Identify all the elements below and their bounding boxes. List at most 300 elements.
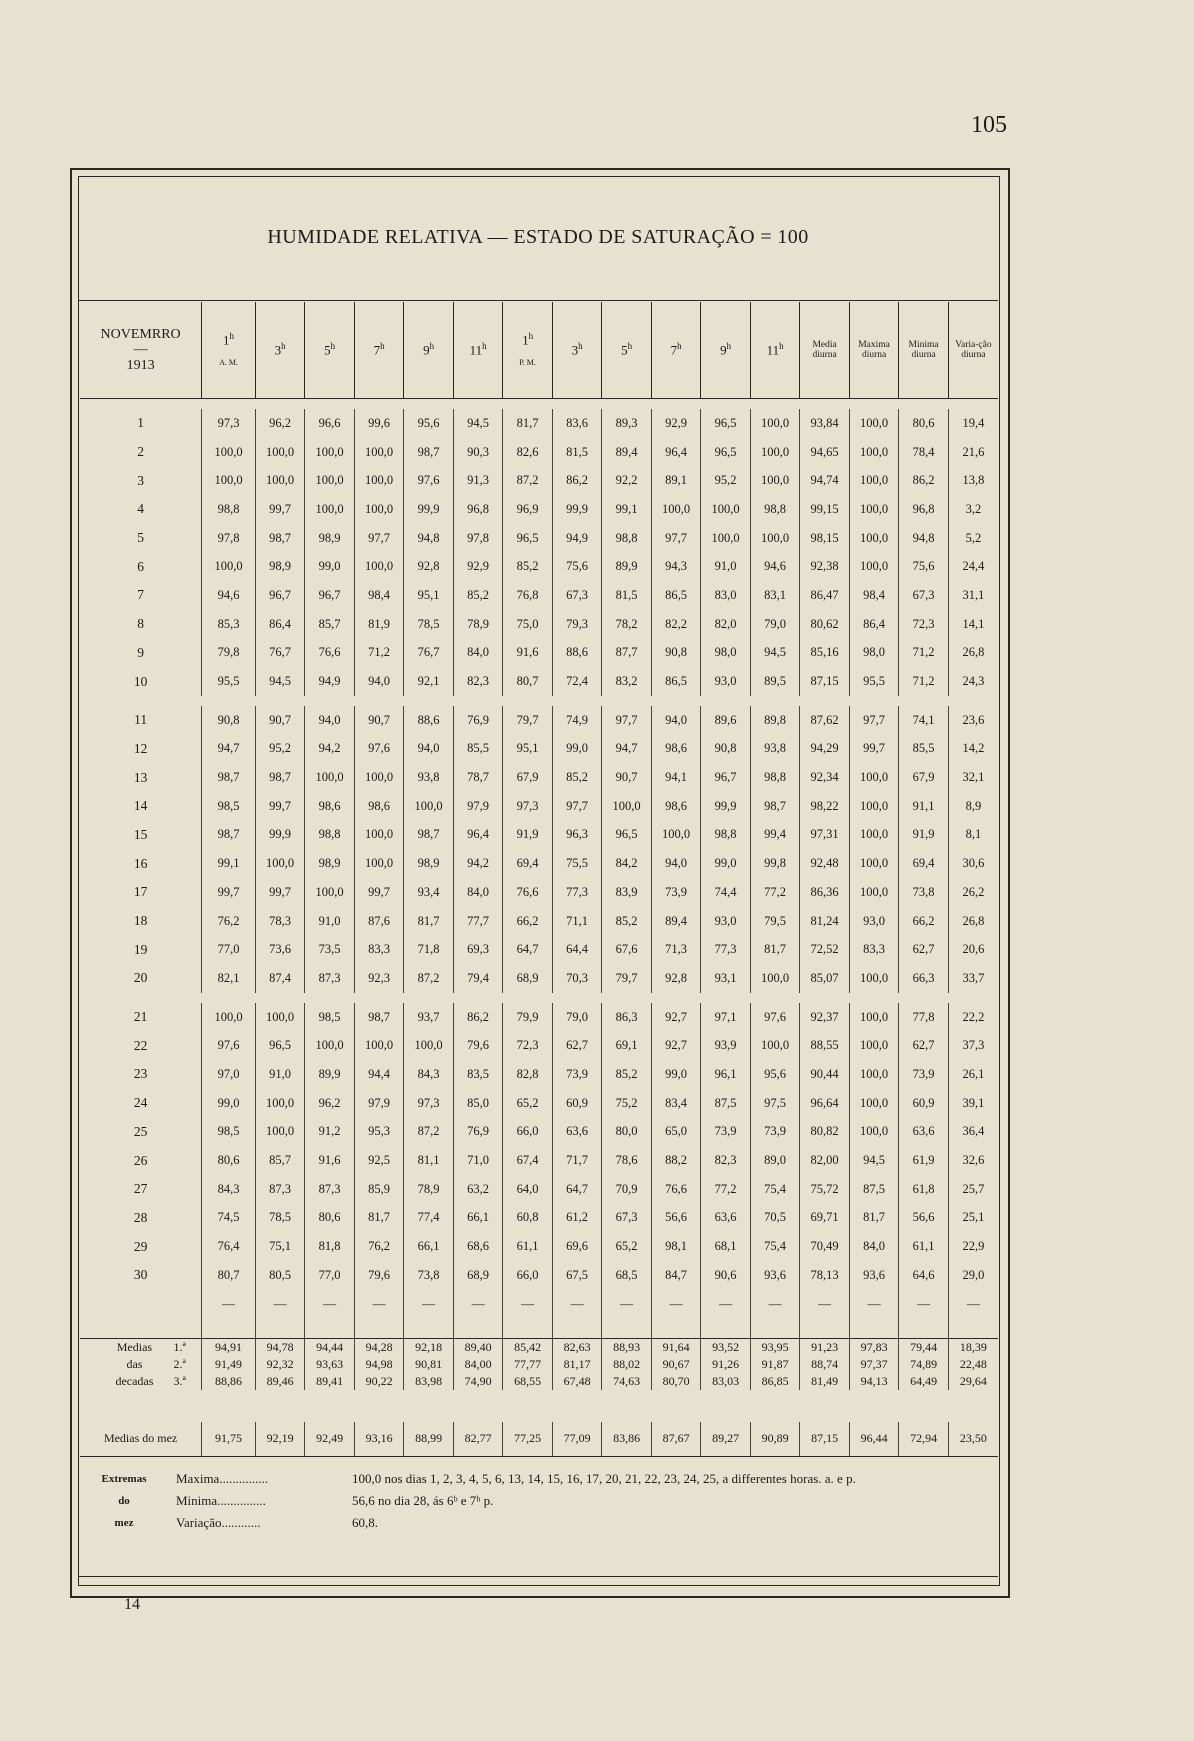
dash-row <box>80 1290 998 1318</box>
value-cell: 100,0 <box>849 495 899 524</box>
value-cell: 95,5 <box>202 667 256 696</box>
value-cell: 94,5 <box>255 667 305 696</box>
value-cell: 93,1 <box>701 964 751 993</box>
value-cell: 96,4 <box>651 438 701 467</box>
value-cell: 80,62 <box>800 610 850 639</box>
value-cell: 72,52 <box>800 935 850 964</box>
decade-value: 91,87 <box>750 1356 800 1373</box>
value-cell: 100,0 <box>651 495 701 524</box>
value-cell: 56,6 <box>899 1204 949 1233</box>
value-cell: 66,2 <box>899 907 949 936</box>
dash-cell: — <box>552 1290 602 1318</box>
value-cell: 73,9 <box>899 1060 949 1089</box>
value-cell: 96,9 <box>503 495 553 524</box>
value-cell: 75,72 <box>800 1175 850 1204</box>
rule-cell <box>651 1318 701 1339</box>
value-cell: 98,0 <box>849 639 899 668</box>
value-cell: 83,0 <box>701 581 751 610</box>
value-cell: 92,5 <box>354 1146 404 1175</box>
decade-row <box>80 1356 998 1373</box>
sheet-number: 14 <box>124 1596 140 1613</box>
decade-value: 82,63 <box>552 1338 602 1356</box>
value-cell: 98,7 <box>255 763 305 792</box>
value-cell: 75,4 <box>750 1175 800 1204</box>
spacer-cell <box>80 993 998 1003</box>
value-cell: 96,3 <box>552 821 602 850</box>
value-cell: 60,8 <box>503 1204 553 1233</box>
value-cell: 97,6 <box>750 1003 800 1032</box>
value-cell: 100,0 <box>849 849 899 878</box>
dash-cell: — <box>651 1290 701 1318</box>
value-cell: 75,5 <box>552 849 602 878</box>
decade-value: 93,63 <box>305 1356 355 1373</box>
decade-value: 89,41 <box>305 1373 355 1390</box>
day-label: 12 <box>133 740 148 756</box>
value-cell: 66,3 <box>899 964 949 993</box>
value-cell: 97,7 <box>552 792 602 821</box>
value-cell: 85,2 <box>602 907 652 936</box>
value-cell: 29,0 <box>948 1261 998 1290</box>
value-cell: 96,5 <box>503 524 553 553</box>
value-cell: 32,6 <box>948 1146 998 1175</box>
extremes-label-word: Extremas <box>101 1473 147 1485</box>
day-row <box>80 792 998 821</box>
value-cell: 79,4 <box>453 964 503 993</box>
value-cell: 97,6 <box>354 735 404 764</box>
decade-value: 88,02 <box>602 1356 652 1373</box>
day-label: 26 <box>133 1152 148 1168</box>
maxima-diurna-header: Maxima diurna <box>849 302 899 399</box>
dash-cell: — <box>453 1290 503 1318</box>
value-cell: 85,5 <box>899 735 949 764</box>
month-mean-value: 88,99 <box>404 1422 454 1457</box>
value-cell: 69,4 <box>899 849 949 878</box>
value-cell: 91,1 <box>899 792 949 821</box>
value-cell: 77,0 <box>202 935 256 964</box>
month-mean-value: 82,77 <box>453 1422 503 1457</box>
value-cell: 95,1 <box>404 581 454 610</box>
decade-value: 86,85 <box>750 1373 800 1390</box>
value-cell: 66,2 <box>503 907 553 936</box>
month-mean-value: 83,86 <box>602 1422 652 1457</box>
value-cell: 88,2 <box>651 1146 701 1175</box>
dash-cell <box>80 1290 202 1318</box>
value-cell: 94,29 <box>800 735 850 764</box>
decade-ordinal: 3.ª <box>173 1373 186 1388</box>
value-cell: 32,1 <box>948 763 998 792</box>
value-cell: 61,2 <box>552 1204 602 1233</box>
day-label: 7 <box>137 587 144 603</box>
decade-value: 90,81 <box>404 1356 454 1373</box>
value-cell: 80,6 <box>305 1204 355 1233</box>
day-row <box>80 763 998 792</box>
value-cell: 89,3 <box>602 409 652 438</box>
value-cell: 99,1 <box>202 849 256 878</box>
value-cell: 8,1 <box>948 821 998 850</box>
value-cell: 97,31 <box>800 821 850 850</box>
value-cell: 78,3 <box>255 907 305 936</box>
value-cell: 99,0 <box>552 735 602 764</box>
value-cell: 91,6 <box>503 639 553 668</box>
value-cell: 92,37 <box>800 1003 850 1032</box>
value-cell: 100,0 <box>305 763 355 792</box>
value-cell: 14,1 <box>948 610 998 639</box>
header-row <box>80 302 998 399</box>
month-mean-value: 89,27 <box>701 1422 751 1457</box>
value-cell: 75,6 <box>552 552 602 581</box>
value-cell: 63,2 <box>453 1175 503 1204</box>
value-cell: 91,9 <box>899 821 949 850</box>
day-label: 10 <box>133 673 148 689</box>
value-cell: 100,0 <box>305 1031 355 1060</box>
dash-cell: — <box>899 1290 949 1318</box>
value-cell: 100,0 <box>354 466 404 495</box>
value-cell: 79,0 <box>750 610 800 639</box>
value-cell: 77,0 <box>305 1261 355 1290</box>
value-cell: 73,6 <box>255 935 305 964</box>
value-cell: 64,4 <box>552 935 602 964</box>
value-cell: 96,8 <box>453 495 503 524</box>
value-cell: 93,7 <box>404 1003 454 1032</box>
value-cell: 97,7 <box>602 706 652 735</box>
value-cell: 97,7 <box>354 524 404 553</box>
value-cell: 76,9 <box>453 706 503 735</box>
value-cell: 97,6 <box>202 1031 256 1060</box>
value-cell: 99,7 <box>849 735 899 764</box>
value-cell: 64,7 <box>503 935 553 964</box>
value-cell: 86,2 <box>552 466 602 495</box>
variacao-diurna-header: Varia-ção diurna <box>948 302 998 399</box>
value-cell: 76,6 <box>651 1175 701 1204</box>
value-cell: 98,9 <box>305 524 355 553</box>
media-diurna-header: Media diurna <box>800 302 850 399</box>
value-cell: 98,0 <box>701 639 751 668</box>
dash-cell: — <box>948 1290 998 1318</box>
value-cell: 92,8 <box>651 964 701 993</box>
value-cell: 82,3 <box>701 1146 751 1175</box>
value-cell: 95,5 <box>849 667 899 696</box>
hour-header-5pm: 5$^h$ <box>602 302 652 399</box>
value-cell: 87,5 <box>701 1089 751 1118</box>
value-cell: 14,2 <box>948 735 998 764</box>
value-cell: 94,1 <box>651 763 701 792</box>
value-cell: 87,2 <box>503 466 553 495</box>
value-cell: 98,5 <box>202 792 256 821</box>
value-cell: 96,5 <box>602 821 652 850</box>
value-cell: 78,5 <box>255 1204 305 1233</box>
value-cell: 97,9 <box>453 792 503 821</box>
value-cell: 99,0 <box>202 1089 256 1118</box>
day-label: 29 <box>133 1238 148 1254</box>
day-label: 16 <box>133 855 148 871</box>
value-cell: 94,5 <box>750 639 800 668</box>
value-cell: 100,0 <box>305 495 355 524</box>
value-cell: 78,2 <box>602 610 652 639</box>
value-cell: 84,0 <box>849 1232 899 1261</box>
value-cell: 90,3 <box>453 438 503 467</box>
value-cell: 87,2 <box>404 1118 454 1147</box>
day-label: 28 <box>133 1209 148 1225</box>
day-label: 20 <box>133 970 148 986</box>
value-cell: 30,6 <box>948 849 998 878</box>
value-cell: 96,5 <box>701 409 751 438</box>
value-cell: 90,7 <box>354 706 404 735</box>
value-cell: 26,1 <box>948 1060 998 1089</box>
day-row <box>80 409 998 438</box>
day-label: 4 <box>137 501 144 517</box>
value-cell: 77,3 <box>701 935 751 964</box>
value-cell: 97,9 <box>354 1089 404 1118</box>
month-separator: — <box>133 342 148 358</box>
value-cell: 97,8 <box>202 524 256 553</box>
value-cell: 94,2 <box>453 849 503 878</box>
value-cell: 99,4 <box>750 821 800 850</box>
decade-value: 91,23 <box>800 1338 850 1356</box>
header-gap <box>80 399 998 410</box>
value-cell: 99,9 <box>552 495 602 524</box>
hour-header-9am: 9$^h$ <box>404 302 454 399</box>
value-cell: 66,0 <box>503 1261 553 1290</box>
value-cell: 76,9 <box>453 1118 503 1147</box>
decade-gap <box>80 696 998 706</box>
value-cell: 81,7 <box>750 935 800 964</box>
decade-value: 90,22 <box>354 1373 404 1390</box>
value-cell: 83,3 <box>354 935 404 964</box>
value-cell: 81,8 <box>305 1232 355 1261</box>
value-cell: 80,7 <box>202 1261 256 1290</box>
pm-label: P. M. <box>519 358 536 368</box>
value-cell: 39,1 <box>948 1089 998 1118</box>
value-cell: 94,4 <box>354 1060 404 1089</box>
value-cell: 68,1 <box>701 1232 751 1261</box>
value-cell: 100,0 <box>651 821 701 850</box>
day-row <box>80 1089 998 1118</box>
month-mean-value: 92,19 <box>255 1422 305 1457</box>
value-cell: 100,0 <box>354 552 404 581</box>
value-cell: 61,8 <box>899 1175 949 1204</box>
bottom-divider <box>78 1576 998 1577</box>
day-row <box>80 495 998 524</box>
value-cell: 92,38 <box>800 552 850 581</box>
day-row <box>80 1031 998 1060</box>
value-cell: 22,9 <box>948 1232 998 1261</box>
day-row <box>80 1261 998 1290</box>
day-label: 11 <box>134 712 148 728</box>
value-cell: 87,62 <box>800 706 850 735</box>
table-title: HUMIDADE RELATIVA — ESTADO DE SATURAÇÃO = 100 <box>267 226 809 248</box>
value-cell: 92,3 <box>354 964 404 993</box>
value-cell: 71,3 <box>651 935 701 964</box>
value-cell: 94,0 <box>651 849 701 878</box>
value-cell: 68,6 <box>453 1232 503 1261</box>
value-cell: 79,7 <box>503 706 553 735</box>
day-row <box>80 1232 998 1261</box>
variacao-label: Variação............ <box>176 1515 261 1530</box>
decade-gap <box>80 993 998 1003</box>
day-label: 21 <box>133 1009 148 1025</box>
value-cell: 94,3 <box>651 552 701 581</box>
value-cell: 98,6 <box>354 792 404 821</box>
value-cell: 71,8 <box>404 935 454 964</box>
value-cell: 100,0 <box>354 495 404 524</box>
value-cell: 89,6 <box>701 706 751 735</box>
value-cell: 85,16 <box>800 639 850 668</box>
rule-cell <box>305 1318 355 1339</box>
value-cell: 73,5 <box>305 935 355 964</box>
rule-cell <box>800 1318 850 1339</box>
day-row <box>80 524 998 553</box>
value-cell: 86,5 <box>651 581 701 610</box>
value-cell: 96,8 <box>899 495 949 524</box>
value-cell: 100,0 <box>849 1003 899 1032</box>
decade-value: 81,17 <box>552 1356 602 1373</box>
value-cell: 96,2 <box>305 1089 355 1118</box>
value-cell: 96,5 <box>701 438 751 467</box>
value-cell: 100,0 <box>354 763 404 792</box>
day-label: 27 <box>133 1181 148 1197</box>
value-cell: 100,0 <box>849 1031 899 1060</box>
value-cell: 97,3 <box>404 1089 454 1118</box>
value-cell: 75,4 <box>750 1232 800 1261</box>
value-cell: 36,4 <box>948 1118 998 1147</box>
value-cell: 71,2 <box>899 639 949 668</box>
rule-cell <box>750 1318 800 1339</box>
decade-value: 74,89 <box>899 1356 949 1373</box>
value-cell: 81,5 <box>602 581 652 610</box>
hour-header-5am: 5$^h$ <box>305 302 355 399</box>
value-cell: 97,3 <box>202 409 256 438</box>
value-cell: 87,7 <box>602 639 652 668</box>
value-cell: 77,3 <box>552 878 602 907</box>
value-cell: 78,7 <box>453 763 503 792</box>
decade-value: 74,63 <box>602 1373 652 1390</box>
decade-label <box>80 1338 202 1356</box>
dash-cell: — <box>602 1290 652 1318</box>
value-cell: 80,5 <box>255 1261 305 1290</box>
value-cell: 68,5 <box>602 1261 652 1290</box>
dash-cell: — <box>503 1290 553 1318</box>
hour-header-3am: 3$^h$ <box>255 302 305 399</box>
decade-value: 91,64 <box>651 1338 701 1356</box>
day-row <box>80 849 998 878</box>
value-cell: 86,3 <box>602 1003 652 1032</box>
value-cell: 92,9 <box>651 409 701 438</box>
value-cell: 82,8 <box>503 1060 553 1089</box>
value-cell: 77,4 <box>404 1204 454 1233</box>
value-cell: 71,0 <box>453 1146 503 1175</box>
value-cell: 99,7 <box>255 878 305 907</box>
value-cell: 98,6 <box>305 792 355 821</box>
value-cell: 99,9 <box>255 821 305 850</box>
value-cell: 97,0 <box>202 1060 256 1089</box>
value-cell: 83,1 <box>750 581 800 610</box>
value-cell: 72,3 <box>503 1031 553 1060</box>
minima-label: Minima............... <box>176 1493 266 1508</box>
decade-value: 77,77 <box>503 1356 553 1373</box>
value-cell: 94,74 <box>800 466 850 495</box>
value-cell: 85,2 <box>453 581 503 610</box>
decade-value: 80,70 <box>651 1373 701 1390</box>
value-cell: 100,0 <box>404 1031 454 1060</box>
value-cell: 100,0 <box>305 466 355 495</box>
rule-cell <box>948 1318 998 1339</box>
humidity-table <box>80 302 998 1457</box>
hour-header-1pm: 1$^h$ P. M. <box>503 302 553 399</box>
value-cell: 67,3 <box>899 581 949 610</box>
value-cell: 92,7 <box>651 1003 701 1032</box>
value-cell: 98,4 <box>849 581 899 610</box>
decade-value: 84,00 <box>453 1356 503 1373</box>
value-cell: 87,15 <box>800 667 850 696</box>
value-cell: 100,0 <box>202 1003 256 1032</box>
value-cell: 93,6 <box>849 1261 899 1290</box>
value-cell: 74,4 <box>701 878 751 907</box>
decade-value: 97,83 <box>849 1338 899 1356</box>
day-row <box>80 907 998 936</box>
decade-ordinal: 2.ª <box>173 1356 186 1371</box>
day-row <box>80 1204 998 1233</box>
value-cell: 76,2 <box>202 907 256 936</box>
day-row <box>80 552 998 581</box>
value-cell: 96,5 <box>255 1031 305 1060</box>
month-mean-row <box>80 1422 998 1457</box>
value-cell: 66,1 <box>404 1232 454 1261</box>
value-cell: 86,4 <box>255 610 305 639</box>
rule-cell <box>404 1318 454 1339</box>
dash-cell: — <box>750 1290 800 1318</box>
value-cell: 86,47 <box>800 581 850 610</box>
mean-gap <box>80 1390 998 1422</box>
decade-value: 79,44 <box>899 1338 949 1356</box>
value-cell: 100,0 <box>354 438 404 467</box>
month-mean-value: 87,15 <box>800 1422 850 1457</box>
value-cell: 86,2 <box>453 1003 503 1032</box>
value-cell: 81,9 <box>354 610 404 639</box>
value-cell: 98,7 <box>202 821 256 850</box>
value-cell: 87,3 <box>305 1175 355 1204</box>
value-cell: 67,4 <box>503 1146 553 1175</box>
decade-label <box>80 1373 202 1390</box>
value-cell: 100,0 <box>602 792 652 821</box>
value-cell: 98,9 <box>305 849 355 878</box>
value-cell: 94,0 <box>305 706 355 735</box>
value-cell: 84,0 <box>453 639 503 668</box>
value-cell: 95,6 <box>404 409 454 438</box>
extremes-section <box>80 1468 998 1534</box>
decade-value: 88,93 <box>602 1338 652 1356</box>
value-cell: 76,7 <box>255 639 305 668</box>
value-cell: 79,9 <box>503 1003 553 1032</box>
rule-cell <box>602 1318 652 1339</box>
rule-cell <box>80 1318 202 1339</box>
value-cell: 77,8 <box>899 1003 949 1032</box>
value-cell: 26,8 <box>948 907 998 936</box>
value-cell: 92,9 <box>453 552 503 581</box>
extremes-variacao-row <box>80 1512 998 1534</box>
hour-header-7am: 7$^h$ <box>354 302 404 399</box>
value-cell: 66,1 <box>453 1204 503 1233</box>
value-cell: 98,8 <box>701 821 751 850</box>
month-mean-value: 77,25 <box>503 1422 553 1457</box>
dash-cell: — <box>800 1290 850 1318</box>
month-name: NOVEMRRO <box>100 326 181 342</box>
value-cell: 91,9 <box>503 821 553 850</box>
page-number: 105 <box>971 112 1007 138</box>
value-cell: 93,9 <box>701 1031 751 1060</box>
value-cell: 90,7 <box>602 763 652 792</box>
day-label: 18 <box>133 913 148 929</box>
value-cell: 94,65 <box>800 438 850 467</box>
